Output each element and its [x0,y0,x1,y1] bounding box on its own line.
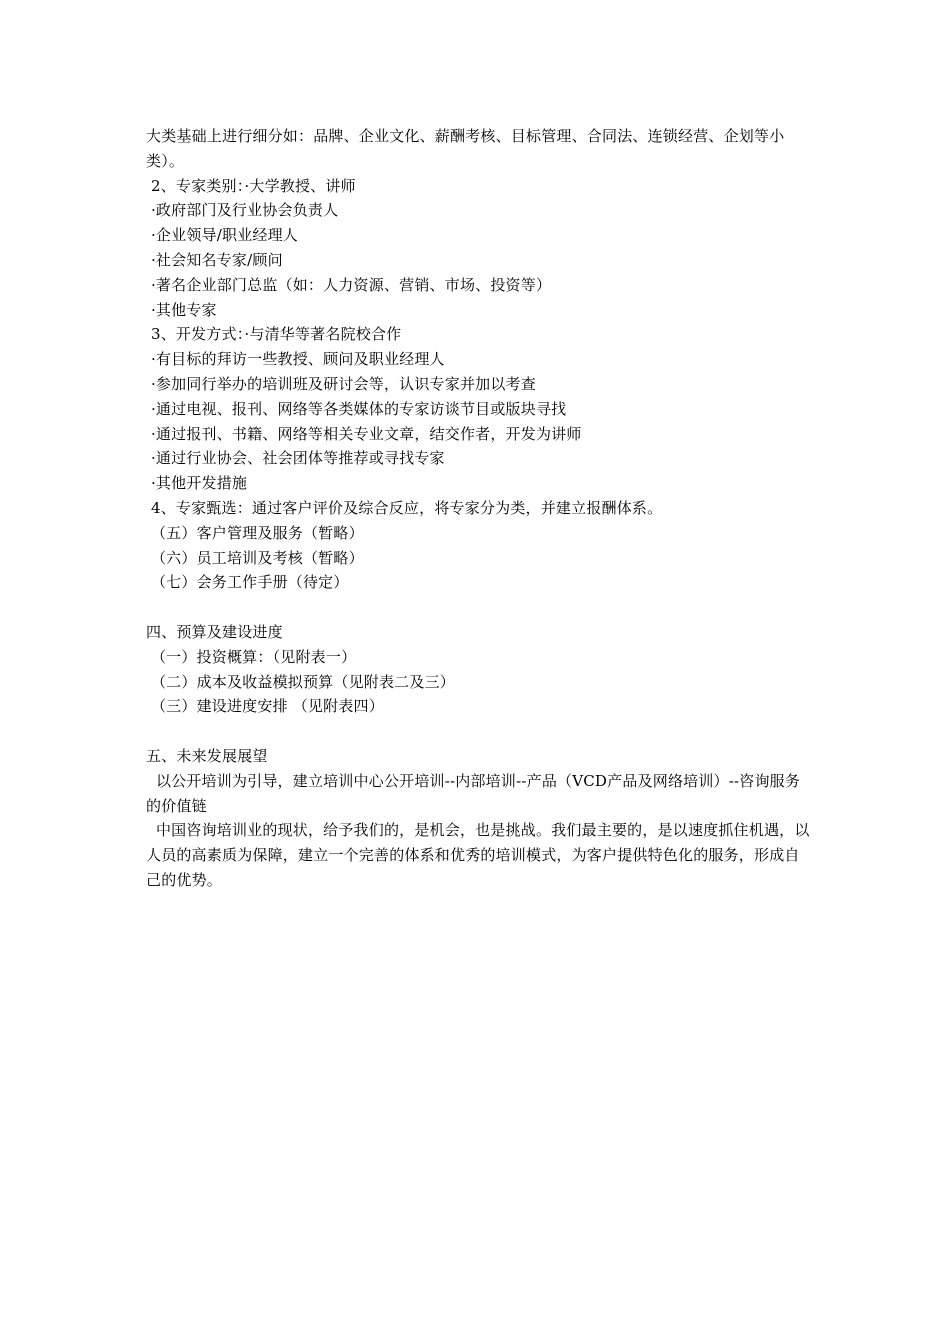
list-item: ·社会知名专家/顾问 [146,250,283,269]
list-item: ·通过电视、报刊、网络等各类媒体的专家访谈节目或版块寻找 [146,399,567,418]
subsection-item: （三）建设进度安排 （见附表四） [146,697,384,716]
blank-line [146,595,812,620]
expert-selection-line: 4、专家甄选：通过客户评价及综合反应，将专家分为类，并建立报酬体系。 [146,498,663,517]
list-item: ·参加同行举办的培训班及研讨会等，认识专家并加以考查 [146,374,536,393]
list-item: ·有目标的拜访一些教授、顾问及职业经理人 [146,350,445,369]
section3-intro: 大类基础上进行细分如：品牌、企业文化、薪酬考核、目标管理、合同法、连锁经营、企划等小类）。 [146,127,785,170]
list-item: ·其他专家 [146,300,217,319]
list-item: ·政府部门及行业协会负责人 [146,201,339,220]
development-method-line: 3、开发方式：·与清华等著名院校合作 [146,325,402,344]
subsection-item: （一）投资概算：（见附表一） [146,647,357,666]
expert-category-line: 2、专家类别：·大学教授、讲师 [146,176,356,195]
subsection-item: （五）客户管理及服务（暂略） [146,523,364,542]
list-item: ·通过报刊、书籍、网络等相关专业文章，结交作者，开发为讲师 [146,424,582,443]
subsection-item: （二）成本及收益模拟预算（见附表二及三） [146,672,455,691]
list-item: ·企业领导/职业经理人 [146,226,298,245]
list-item: ·通过行业协会、社会团体等推荐或寻找专家 [146,449,445,468]
subsection-item: （六）员工培训及考核（暂略） [146,548,364,567]
section5-paragraph-2: 中国咨询培训业的现状，给予我们的，是机会，也是挑战。我们最主要的，是以速度抓住机遇，以人员的高素质为保障，建立一个完善的体系和优秀的培训模式，为客户提供特色化的服务，形成自己的优势。 [146,821,810,889]
section5-heading: 五、未来发展展望 [146,746,268,765]
document-page [146,124,812,893]
list-item: ·著名企业部门总监（如：人力资源、营销、市场、投资等） [146,275,552,294]
section4-heading: 四、预算及建设进度 [146,622,283,641]
list-item: ·其他开发措施 [146,474,248,493]
subsection-item: （七）会务工作手册（待定） [146,573,349,592]
section5-paragraph-1: 以公开培训为引导，建立培训中心公开培训--内部培训--产品（VCD产品及网络培训）--咨询服务的价值链 [146,771,801,815]
blank-line [146,719,812,744]
